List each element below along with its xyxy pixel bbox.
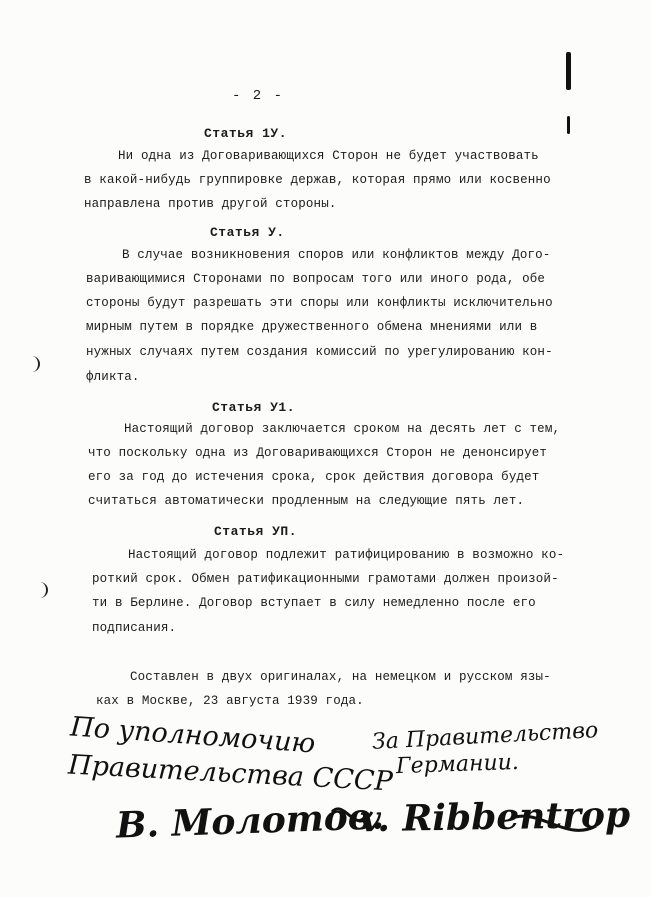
text-line: что поскольку одна из Договаривающихся Сторон не денонсирует	[88, 446, 548, 460]
text-line: Составлен в двух оригиналах, на немецком и русском язы-	[130, 670, 551, 684]
signature-left-line2: Правительства СССР	[67, 749, 394, 798]
signature-left-line1: По уполномочию	[69, 711, 317, 760]
text-line: подписания.	[92, 621, 177, 635]
article-heading: Статья УП.	[214, 524, 298, 539]
text-line: Ни одна из Договаривающихся Сторон не будет участвовать	[118, 149, 539, 163]
text-line: его за год до истечения срока, срок действия договора будет	[88, 470, 540, 484]
text-line: в какой-нибудь группировке держав, которая прямо или косвенно	[84, 173, 551, 187]
text-line: роткий срок. Обмен ратификационными грамотами должен произой-	[92, 572, 559, 586]
page-number: - 2 -	[232, 88, 285, 104]
text-line: мирным путем в порядке дружественного обмена мнениями или в	[86, 320, 538, 334]
signature-molotov: В. Молотов.	[115, 795, 385, 847]
article-heading: Статья У1.	[212, 400, 296, 415]
text-line: Настоящий договор заключается сроком на десять лет с тем,	[124, 422, 561, 436]
text-line: считаться автоматически продленным на следующие пять лет.	[88, 494, 525, 508]
text-line: направлена против другой стороны.	[84, 197, 337, 211]
signature-right-line2: Германии.	[395, 749, 520, 780]
text-line: нужных случаях путем создания комиссий по урегулированию кон-	[86, 345, 553, 359]
text-line: стороны будут разрешать эти споры или конфликты исключительно	[86, 296, 553, 310]
signature-ribbentrop: v. Ribbentrop	[359, 793, 631, 841]
article-heading: Статья У.	[210, 225, 285, 240]
text-line: Настоящий договор подлежит ратифицированию в возможно ко-	[128, 548, 565, 562]
text-line: В случае возникновения споров или конфликтов между Дого-	[122, 248, 551, 262]
text-line: фликта.	[86, 370, 140, 384]
text-line: ти в Берлине. Договор вступает в силу немедленно после его	[92, 596, 536, 610]
text-line: варивающимися Сторонами по вопросам того или иного рода, обе	[86, 272, 546, 286]
signature-right-line1: За Правительство	[371, 718, 599, 755]
text-line: ках в Москве, 23 августа 1939 года.	[96, 694, 364, 708]
article-heading: Статья 1У.	[204, 126, 288, 141]
